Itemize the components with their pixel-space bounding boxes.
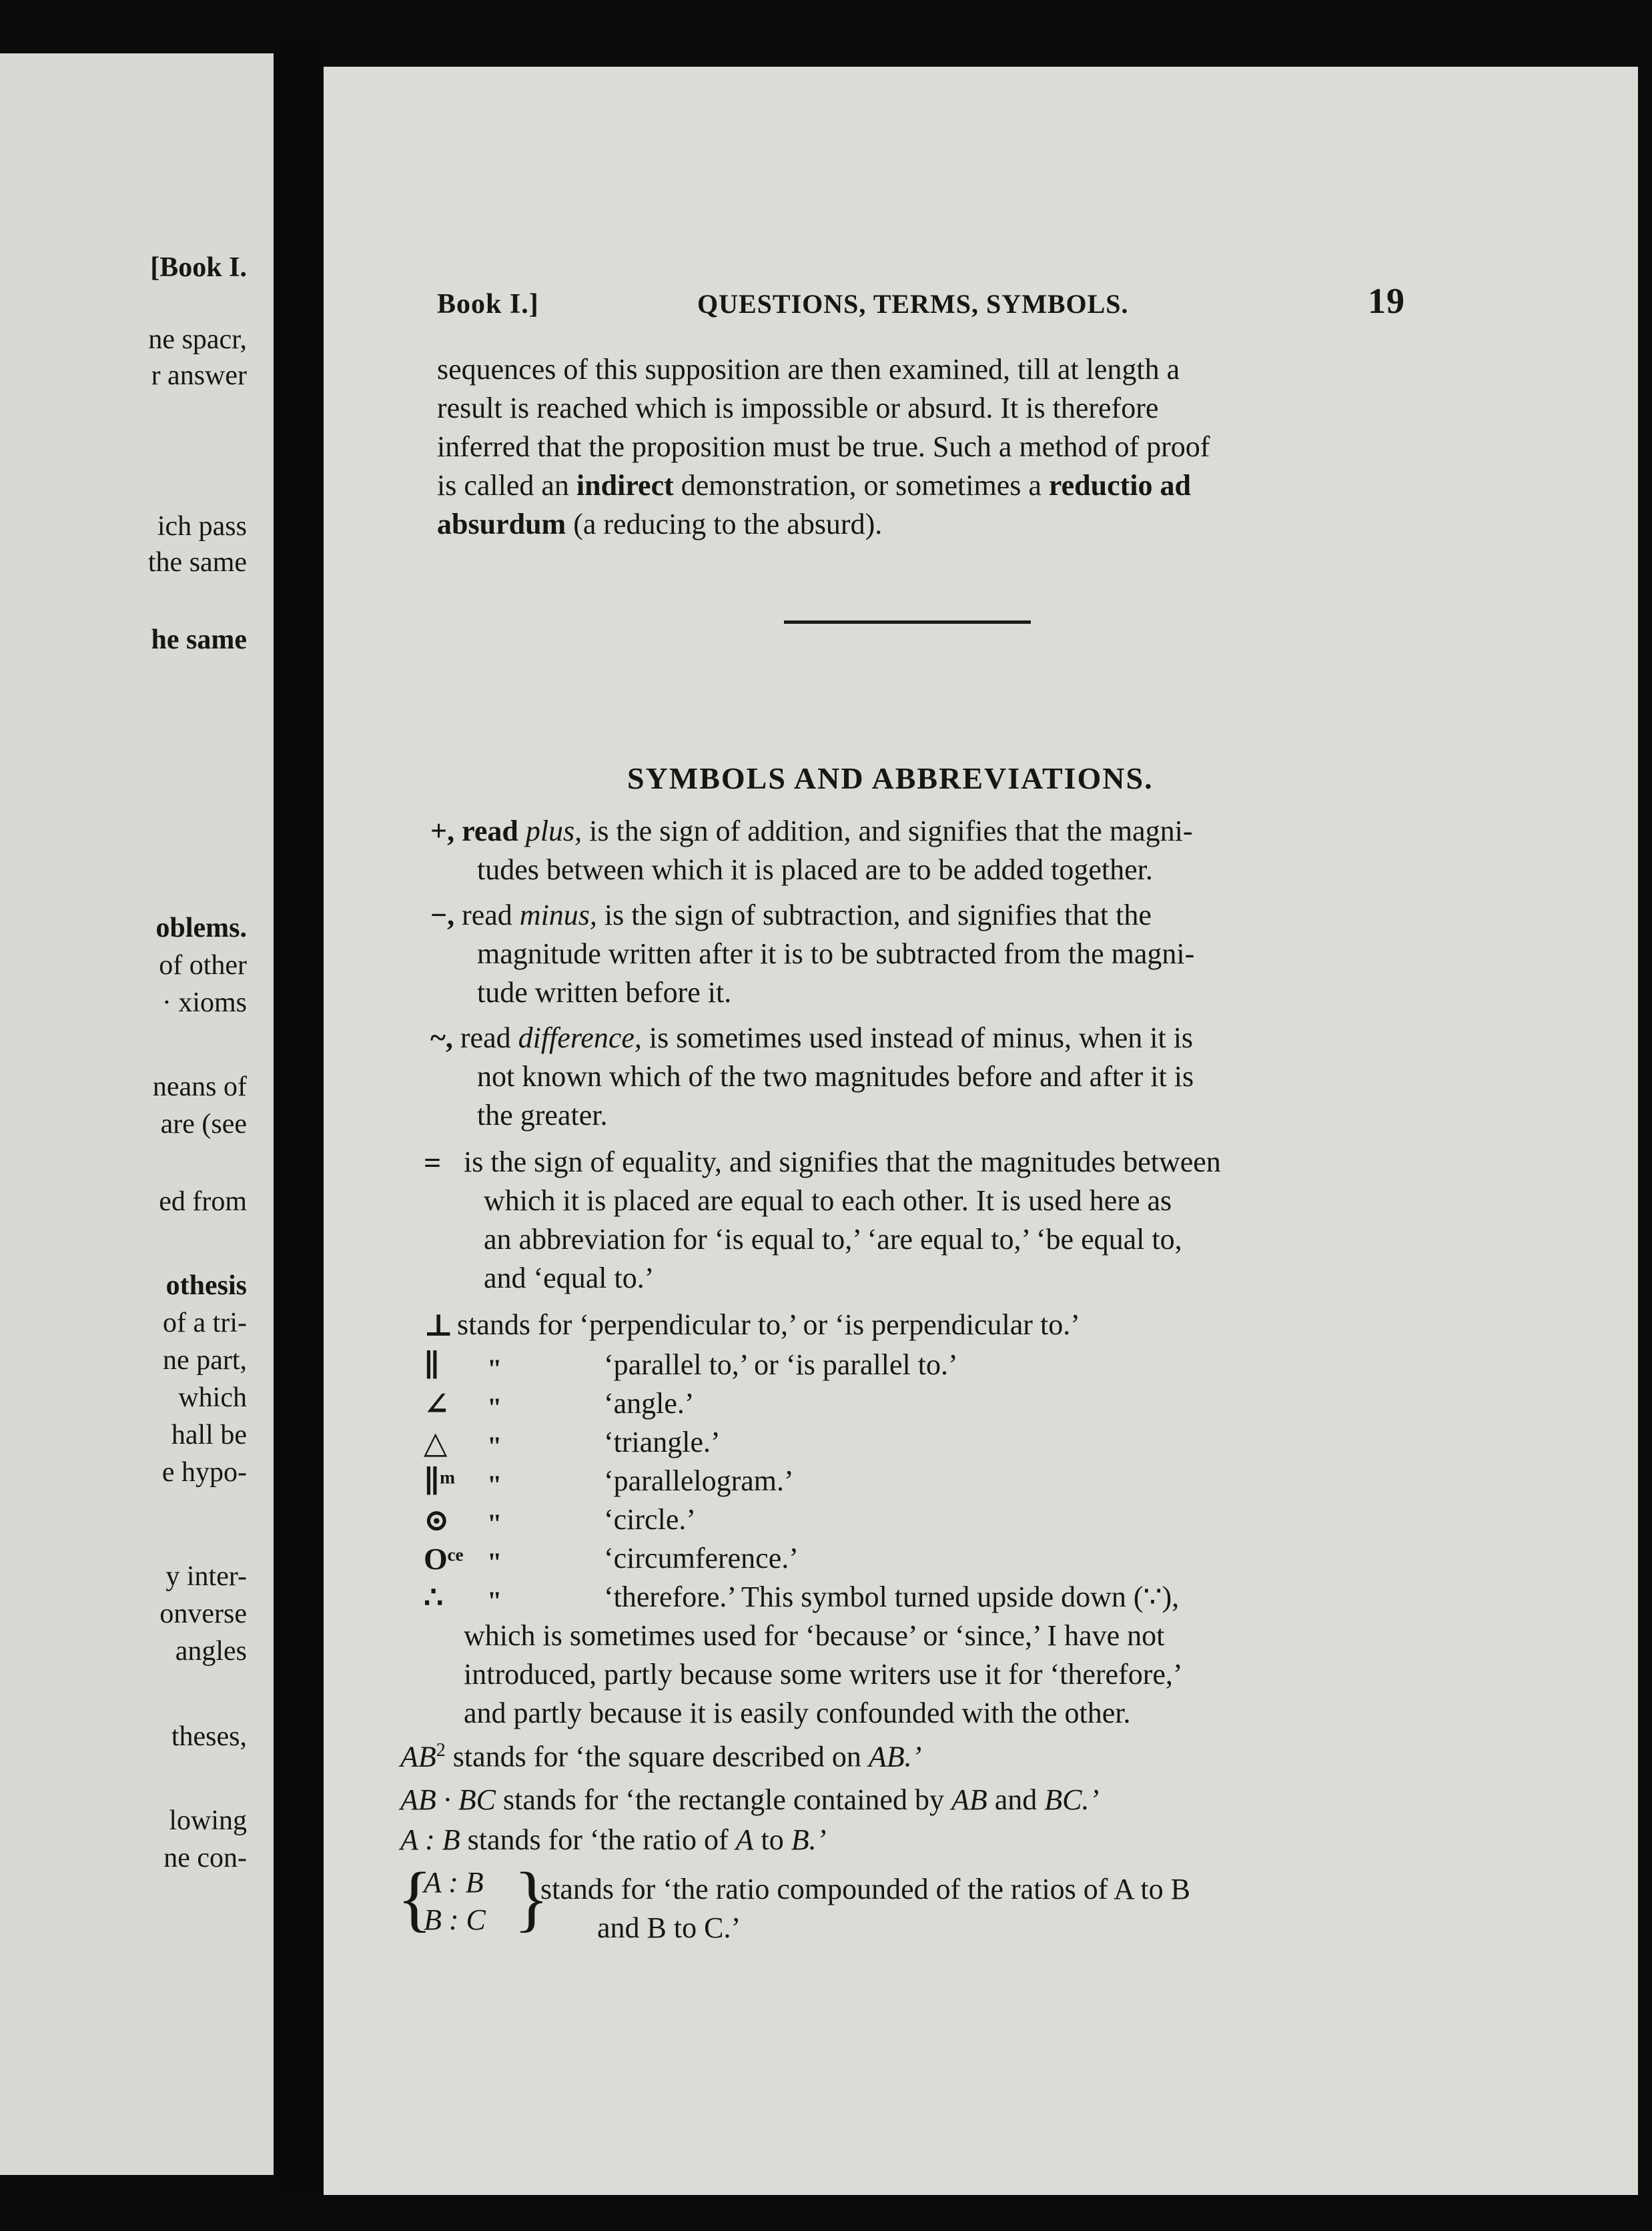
left-page-line: are (see: [160, 1109, 247, 1140]
ratio-notation: [400, 1825, 826, 1855]
left-page-line: ed from: [159, 1186, 247, 1217]
difference-entry-line: the greater.: [477, 1099, 608, 1132]
left-page-line: e hypo-: [161, 1457, 247, 1488]
entry-text: to: [753, 1823, 791, 1856]
entry-text: read: [454, 899, 520, 931]
intro-line: [437, 510, 882, 539]
left-page-line: angles: [175, 1636, 247, 1667]
left-page-line: hall be: [171, 1420, 247, 1450]
right-page: [324, 67, 1638, 2195]
square-notation: [400, 1741, 921, 1772]
entry-text: read: [454, 815, 526, 847]
triangle-symbol: △: [424, 1426, 448, 1460]
running-header-title: QUESTIONS, TERMS, SYMBOLS.: [697, 289, 1129, 319]
entry-term: minus,: [519, 899, 597, 931]
left-page-line: lowing: [169, 1805, 247, 1836]
math-term: AB: [951, 1783, 987, 1816]
intro-line: inferred that the proposition must be true. Such a method of proof: [437, 430, 1210, 463]
intro-line: result is reached which is impossible or absurd. It is therefore: [437, 392, 1159, 424]
compound-ratio-bottom: B : C: [424, 1903, 486, 1936]
left-page-line: r answer: [151, 360, 247, 391]
left-page-line: ne con-: [163, 1843, 247, 1873]
symbol-meaning: ‘parallelogram.’: [604, 1464, 794, 1497]
left-page-fragment: [0, 53, 274, 2175]
left-page-line: oblems.: [155, 913, 247, 943]
left-page-line: [Book I.: [150, 252, 247, 283]
entry-text: is the sign of addition, and signifies that the magni-: [582, 815, 1193, 847]
section-title: SYMBOLS AND ABBREVIATIONS.: [627, 761, 1154, 795]
therefore-note-line: which is sometimes used for ‘because’ or ‘since,’ I have not: [464, 1619, 1165, 1652]
therefore-note-line: introduced, partly because some writers use it for ‘therefore,’: [464, 1658, 1183, 1691]
difference-entry: [430, 1023, 1193, 1053]
compound-ratio-top: A : B: [424, 1866, 484, 1899]
therefore-symbol: ∴: [424, 1581, 444, 1615]
symbol-meaning: stands for ‘perpendicular to,’ or ‘is perpendicular to.’: [457, 1308, 1080, 1341]
plus-entry-line: tudes between which it is placed are to be added together.: [477, 853, 1153, 886]
parallel-symbol: ∥: [424, 1348, 440, 1382]
intro-text: demonstration, or sometimes a: [673, 469, 1049, 502]
minus-entry-line: magnitude written after it is to be subtracted from the magni-: [477, 937, 1195, 970]
entry-text: is the sign of subtraction, and signifies that the: [596, 899, 1152, 931]
intro-line: sequences of this supposition are then examined, till at length a: [437, 353, 1180, 386]
symbol-meaning: ‘angle.’: [604, 1387, 695, 1420]
left-page-line: of a tri-: [163, 1308, 247, 1338]
entry-text: and: [987, 1783, 1045, 1816]
ditto-mark: ": [487, 1431, 502, 1461]
symbol-meaning: ‘circle.’: [604, 1503, 696, 1536]
circle-symbol: ⊙: [424, 1503, 450, 1537]
right-brace: }: [514, 1857, 549, 1939]
intro-text: (a reducing to the absurd).: [566, 508, 883, 540]
difference-entry-line: not known which of the two magnitudes before and after it is: [477, 1060, 1194, 1093]
compound-ratio-meaning: and B to C.’: [597, 1911, 741, 1944]
term-absurdum: absurdum: [437, 508, 566, 540]
intro-text: is called an: [437, 469, 576, 502]
math-term: AB: [400, 1740, 436, 1773]
equality-entry-line: which it is placed are equal to each other. It is used here as: [484, 1184, 1172, 1217]
left-page-line: onverse: [159, 1599, 247, 1629]
ditto-mark: ": [487, 1508, 502, 1538]
ditto-mark: ": [487, 1470, 502, 1500]
left-page-line: theses,: [171, 1721, 247, 1752]
term-indirect: indirect: [576, 469, 674, 502]
difference-symbol: ~,: [430, 1021, 453, 1054]
ditto-mark: ": [487, 1392, 502, 1422]
left-page-line: he same: [151, 624, 247, 655]
math-term: A: [735, 1823, 754, 1856]
entry-text: is sometimes used instead of minus, when it is: [641, 1021, 1194, 1054]
minus-symbol: −,: [430, 899, 455, 931]
circumference-symbol: Oᶜᵉ: [424, 1542, 464, 1576]
left-page-line: ne part,: [163, 1345, 247, 1376]
parallelogram-symbol: ∥ᵐ: [424, 1464, 455, 1498]
rectangle-notation: [400, 1785, 1099, 1815]
left-page-line: which: [178, 1382, 247, 1413]
entry-text: stands for ‘the ratio of: [460, 1823, 736, 1856]
left-page-line: othesis: [165, 1270, 247, 1301]
equality-entry-line: and ‘equal to.’: [484, 1262, 655, 1294]
therefore-note-line: and partly because it is easily confounded with the other.: [464, 1697, 1131, 1729]
page-number: 19: [1368, 281, 1405, 321]
math-term: AB · BC: [400, 1783, 496, 1816]
compound-ratio-meaning: stands for ‘the ratio compounded of the ratios of A to B: [540, 1873, 1190, 1905]
equality-entry-line: an abbreviation for ‘is equal to,’ ‘are equal to,’ ‘be equal to,: [484, 1223, 1182, 1256]
left-page-line: ich pass: [157, 511, 247, 542]
perpendicular-symbol: ⊥: [424, 1308, 454, 1342]
plus-entry: [430, 817, 1192, 846]
math-term: A : B: [400, 1823, 460, 1856]
math-exponent: 2: [436, 1740, 446, 1761]
left-page-line: · xioms: [161, 987, 247, 1018]
math-term: BC.’: [1044, 1783, 1100, 1816]
math-term: AB.’: [868, 1740, 922, 1773]
left-page-line: ne spacr,: [148, 324, 247, 355]
ditto-mark: ": [487, 1354, 502, 1384]
ditto-mark: ": [487, 1586, 502, 1616]
entry-text: stands for ‘the square described on: [445, 1740, 869, 1773]
symbol-meaning: ‘triangle.’: [604, 1426, 721, 1458]
math-term: B.’: [791, 1823, 827, 1856]
plus-symbol: +,: [430, 815, 455, 847]
entry-text: read: [452, 1021, 518, 1054]
equals-symbol: =: [424, 1146, 442, 1180]
left-page-line: of other: [159, 950, 247, 981]
symbol-meaning: ‘circumference.’: [604, 1542, 799, 1575]
running-header-book: Book I.]: [437, 289, 539, 320]
left-page-line: y inter-: [165, 1561, 247, 1592]
left-page-line: neans of: [152, 1071, 247, 1102]
left-page-line: the same: [147, 547, 247, 578]
entry-text: stands for ‘the rectangle contained by: [495, 1783, 951, 1816]
intro-line: [437, 471, 1191, 500]
section-divider: [784, 620, 1031, 624]
minus-entry-line: tude written before it.: [477, 976, 732, 1009]
minus-entry: [430, 901, 1152, 930]
entry-term: difference,: [518, 1021, 642, 1054]
entry-term: plus,: [525, 815, 582, 847]
left-brace: {: [397, 1857, 432, 1939]
symbol-meaning: ‘therefore.’ This symbol turned upside down (∵),: [604, 1581, 1180, 1613]
term-reductio: reductio ad: [1048, 469, 1191, 502]
equality-entry-line: is the sign of equality, and signifies that the magnitudes between: [464, 1146, 1221, 1178]
book-spine-shadow: [274, 40, 324, 2195]
symbol-meaning: ‘parallel to,’ or ‘is parallel to.’: [604, 1348, 958, 1381]
ditto-mark: ": [487, 1547, 502, 1577]
angle-symbol: ∠: [424, 1387, 450, 1421]
